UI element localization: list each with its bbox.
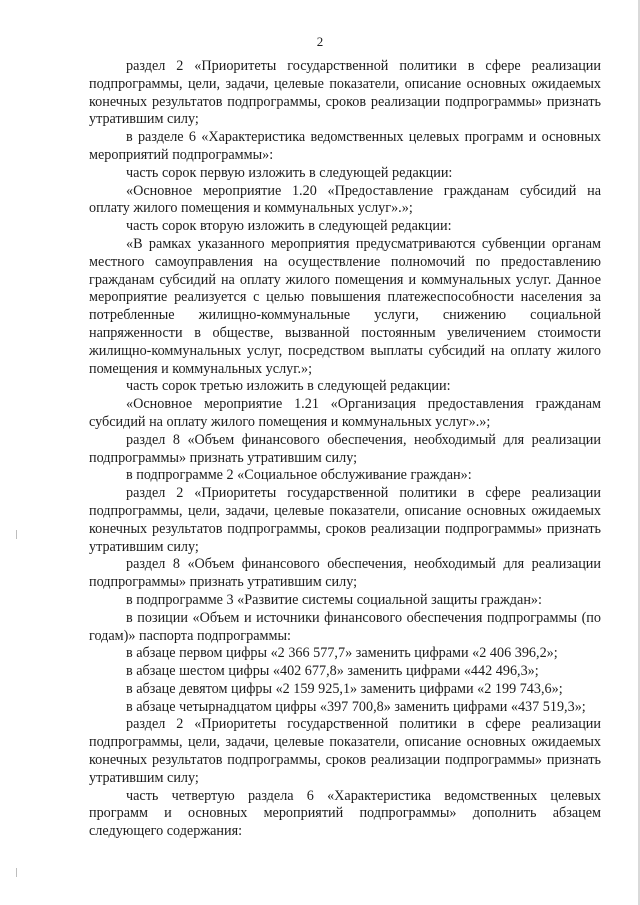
paragraph: часть сорок первую изложить в следующей редакции: bbox=[126, 164, 453, 181]
paragraph: часть четвертую раздела 6 «Характеристика ведомственных целевых программ и основных мероприятий подпрограммы» дополнить абзацем следующего содержания: bbox=[89, 787, 601, 840]
paragraph: в разделе 6 «Характеристика ведомственных целевых программ и основных мероприятий подпрограммы»: bbox=[89, 129, 601, 163]
paragraph: часть сорок вторую изложить в следующей редакции: bbox=[126, 218, 452, 235]
paragraph: раздел 2 «Приоритеты государственной политики в сфере реализации подпрограммы, цели, задачи, целевые показатели, описание основных ожидаемых конечных результатов подпрограммы, сроков реализации подпрограммы» признать утратившим силу; bbox=[89, 716, 601, 786]
paragraph: «Основное мероприятие 1.20 «Предоставление гражданам субсидий на оплату жилого помещения и коммунальных услуг».»; bbox=[89, 182, 601, 217]
paragraph: в абзаце четырнадцатом цифры «397 700,8» заменить цифрами «437 519,3»; bbox=[126, 698, 586, 715]
paragraph: в позиции «Объем и источники финансового обеспечения подпрограммы (по годам)» паспорта подпрограммы: bbox=[89, 609, 601, 644]
paragraph: раздел 2 «Приоритеты государственной политики в сфере реализации подпрограммы, цели, задачи, целевые показатели, описание основных ожидаемых конечных результатов подпрограммы, сроков реализации подпрограммы» признать утратившим силу; bbox=[89, 485, 601, 555]
paragraph: «Основное мероприятие 1.21 «Организация предоставления гражданам субсидий на оплату жилого помещения и коммунальных услуг».»; bbox=[89, 396, 601, 430]
paragraph: в подпрограмме 2 «Социальное обслуживание граждан»: bbox=[126, 467, 472, 484]
paragraph: раздел 8 «Объем финансового обеспечения, необходимый для реализации подпрограммы» признать утратившим силу; bbox=[89, 431, 601, 466]
paragraph: в абзаце шестом цифры «402 677,8» заменить цифрами «442 496,3»; bbox=[126, 663, 539, 680]
paragraph: раздел 8 «Объем финансового обеспечения, необходимый для реализации подпрограммы» признать утратившим силу; bbox=[89, 556, 601, 591]
paragraph: раздел 2 «Приоритеты государственной политики в сфере реализации подпрограммы, цели, задачи, целевые показатели, описание основных ожидаемых конечных результатов подпрограммы, сроков реализации подпрограммы» признать утратившим силу; bbox=[89, 58, 601, 128]
page-number: 2 bbox=[316, 34, 324, 49]
paragraph: «В рамках указанного мероприятия предусматриваются субвенции органам местного самоуправления на осуществление полномочий по предоставлению гражданам субсидий на оплату жилого помещения и коммунальных услуг. Данное мероприятие реализуется с целью повышения платежеспособности населения за потребленные жилищно-коммунальные услуги, снижению социальной напряженности в обществе, вызванной постоянным увеличением стоимости жилищно-коммунальных услуг, посредством выплаты субсидий на оплату жилого помещения и коммунальных услуг.»; bbox=[89, 235, 601, 377]
paragraph: в подпрограмме 3 «Развитие системы социальной защиты граждан»: bbox=[126, 591, 542, 608]
paragraph: в абзаце первом цифры «2 366 577,7» заменить цифрами «2 406 396,2»; bbox=[126, 645, 558, 662]
document-body bbox=[89, 58, 601, 841]
scan-mark bbox=[16, 530, 17, 539]
paragraph: часть сорок третью изложить в следующей редакции: bbox=[126, 378, 451, 395]
scan-mark bbox=[16, 868, 17, 877]
paragraph: в абзаце девятом цифры «2 159 925,1» заменить цифрами «2 199 743,6»; bbox=[126, 680, 563, 697]
